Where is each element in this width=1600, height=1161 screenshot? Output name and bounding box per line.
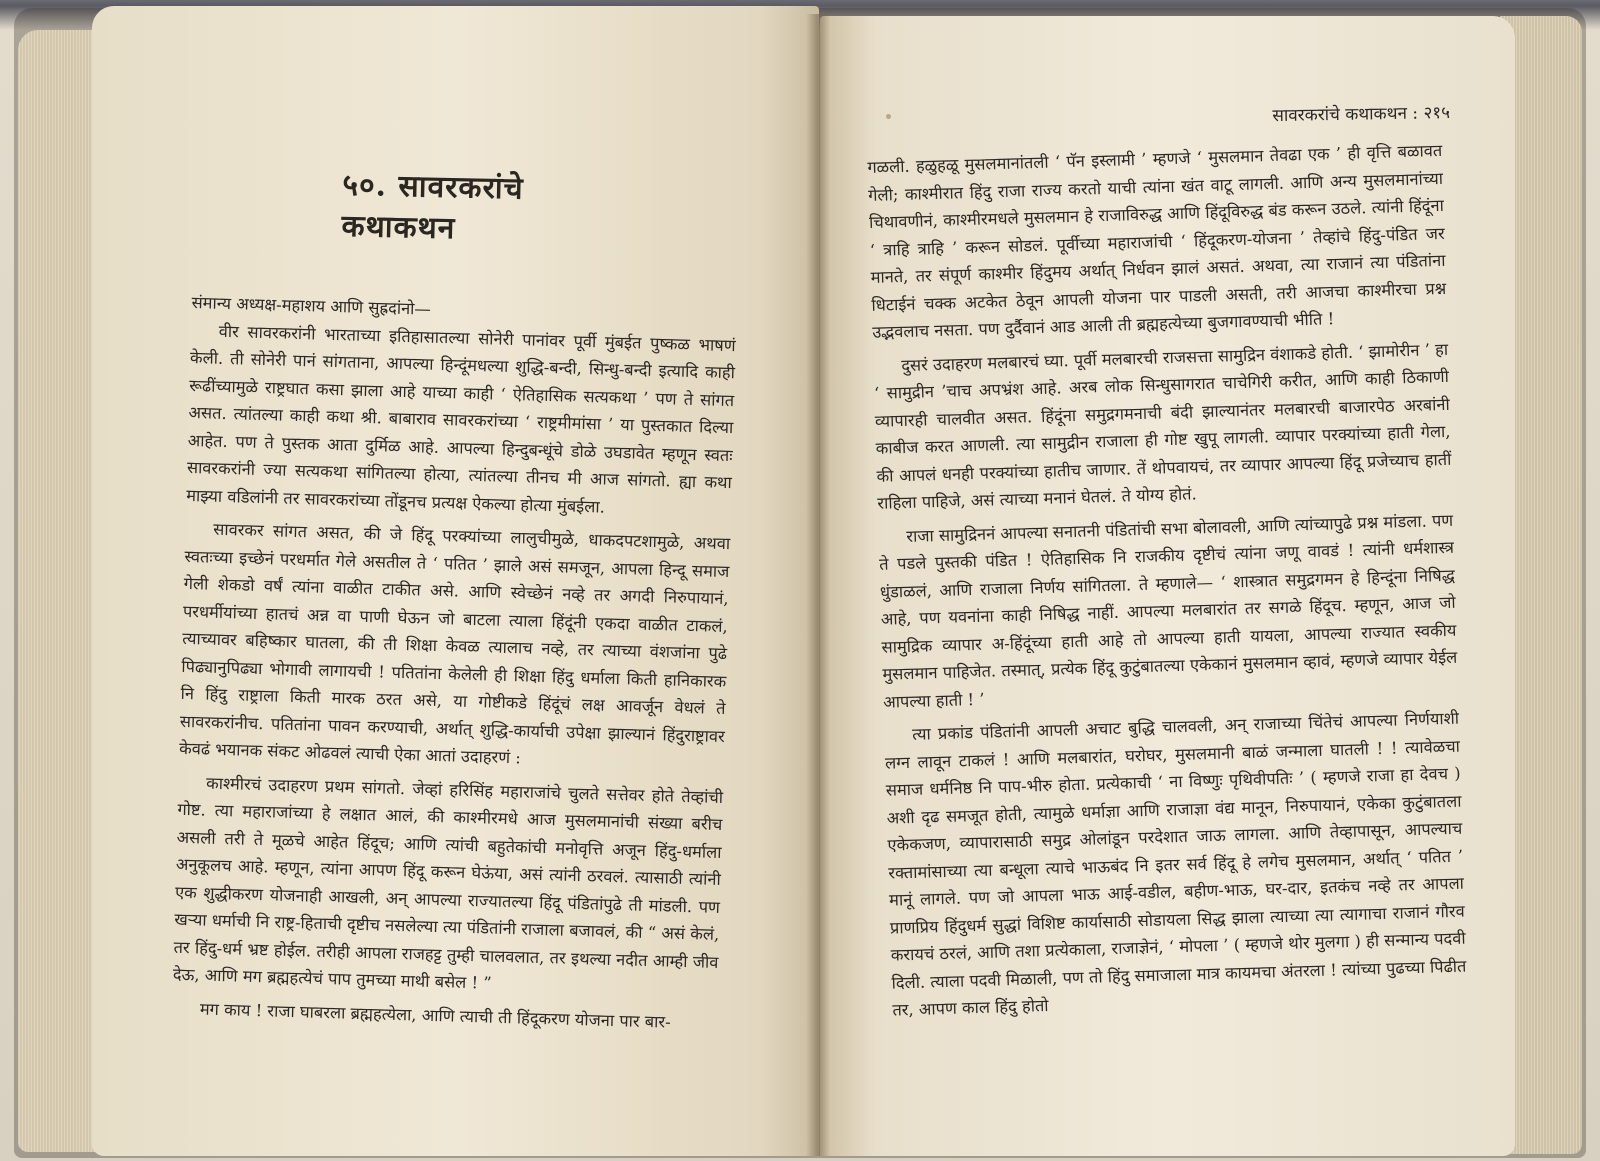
running-header: सावरकरांचे कथाकथन : २१५ [1272,102,1451,127]
book-gutter [806,14,830,1156]
paragraph: त्या प्रकांड पंडितांनी आपली अचाट बुद्धि चालवली, अन् राजाच्या चिंतेचं आपल्या निर्णयाशी लग्न लावून टाकलं ! आणि मलबारांत, घरोघर, मुसलमानी बाळं जन्माला घातली ! ! त्यावेळचा समाज धर्मनिष्ठ नि पाप-भीरु होता. प्रत्येकाची ‘ ना विष्णुः पृथिवीपतिः ’ ( म्हणजे राजा हा देवच ) अशी दृढ समजूत होती, त्यामुळे धर्माज्ञा आणि राजाज्ञा वंद्य मानून, निरुपायानं, एकेका कुटुंबातला एकेकजण, व्यापारासाठी समुद्र ओलांडून परदेशात जाऊ लागला. आणि तेव्हापासून, आपल्याच रक्तामांसाच्या त्या बन्धूला त्याचे भाऊबंद नि इतर सर्व हिंदू हे लगेच मुसलमान, अर्थात् ‘ पतित ’ मानूं लागले. पण जो आपला भाऊ आई-वडील, बहीण-भाऊ, घर-दार, इतकंच नव्हे तर आपला प्राणप्रिय हिंदुधर्म सुद्धां विशिष्ट कार्यासाठी सोडायला सिद्ध झाला त्याच्या त्या त्यागाचा राजानं गौरव करायचं ठरलं, आणि तशा प्रत्येकाला, राजाज्ञेनं, ‘ मोपला ’ ( म्हणजे थोर मुलगा ) ही सन्मान्य पदवी दिली. त्याला पदवी मिळाली, पण तो हिंदु समाजाला मात्र कायमचा अंतरला ! त्यांच्या पुढच्या पिढीत तर, आपण काल हिंदु होतो [884,708,1467,1020]
paragraph: दुसरं उदाहरण मलबारचं घ्या. पूर्वी मलबारची राजसत्ता सामुद्रिन वंशाकडे होती. ‘ झामोरीन ’ हा ‘ सामुद्रीन ’चाच अपभ्रंश आहे. अरब लोक सिन्धुसागरात चाचेगिरी करीत, आणि काही ठिकाणी व्यापारही चालवीत असत. हिंदूंना समुद्रगमनाची बंदी झाल्यानंतर मलबारची बाजारपेठ अरबांनी काबीज करत आणली. त्या सामुद्रीन राजाला ही गोष्ट खुपू लागली. व्यापार परक्यांच्या हाती गेला, की आपलं धनही परक्यांच्या हातीच जाणार. तें थोपवायचं, तर व्यापार आपल्या हिंदू प्रजेच्याच हातीं राहिला पाहिजे, असं त्याच्या मनानं घेतलं. ते योग्य होतं. [873,339,1452,513]
chapter-title: ५०. सावरकरांचे कथाकथन [341,167,524,247]
paragraph: राजा सामुद्रिननं आपल्या सनातनी पंडितांची सभा बोलावली, आणि त्यांच्यापुढे प्रश्न मांडला. पण ते पडले पुस्तकी पंडित ! ऐतिहासिक नि राजकीय दृष्टीचं त्यांना जणू वावडं ! त्यांनी धर्मशास्त्र धुंडाळलं, आणि राजाला निर्णय सांगितला. ते म्हणाले— ‘ शास्त्रात समुद्रगमन हे हिन्दूंना निषिद्ध आहे, पण यवनांना काही निषिद्ध नाहीं. आपल्या मलबारांत तर सगळे हिंदूच. म्हणून, आज जो सामुद्रिक व्यापार अ-हिंदूंच्या हाती आहे तो आपल्या हाती यायला, आपल्या राज्यात स्वकीय मुसलमान पाहिजेत. तस्मात्, प्रत्येक हिंदू कुटुंबातल्या एकेकानं मुसलमान व्हावं, म्हणजे व्यापार येईल आपल्या हाती ! ’ [878,510,1458,712]
paragraph: मग काय ! राजा घाबरला ब्रह्महत्येला, आणि त्याची ती हिंदूकरण योजना पार बार- [199,999,671,1032]
paragraph: सावरकर सांगत असत, की जे हिंदू परक्यांच्या लालुचीमुळे, धाकदपटशामुळे, अथवा स्वतःच्या इच्छेनं परधर्मात गेले असतील ते ‘ पतित ’ झाले असं समजून, आपला हिन्दू समाज गेली शेकडो वर्षं त्यांना वाळीत टाकीत असे. आणि स्वेच्छेनं नव्हे तर अगदी निरुपायानं, परधर्मीयांच्या हातचं अन्न वा पाणी घेऊन जो बाटला त्याला हिंदूंनी एकदा वाळीत टाकलं, त्याच्यावर बहिष्कार घातला, की ती शिक्षा केवळ त्यालाच नव्हे, तर त्याच्या वंशजांना पुढे पिढ्यानुपिढ्या भोगावी लागायची ! पतितांना केलेली ही शिक्षा हिंदु धर्माला किती हानिकारक नि हिंदु राष्ट्राला किती मारक ठरत असे, या गोष्टीकडे हिंदूंचं लक्ष आवर्जून वेधलं ते सावरकरांनीच. पतितांना पावन करण्याची, अर्थात् शुद्धि-कार्याची उपेक्षा झाल्यानं हिंदुराष्ट्रावर केवढं भयानक संकट ओढवलं त्याची ऐका आतां उदाहरणं : [178,519,731,768]
right-page-body [867,137,1468,1024]
paragraph: गळली. हळुहळू मुसलमानांतली ‘ पॅन इस्लामी ’ म्हणजे ‘ मुसलमान तेवढा एक ’ ही वृत्ति बळावत गेली; काश्मीरात हिंदु राजा राज्य करतो याची त्यांना खंत वाटू लागली. आणि अन्य मुसलमानांच्या चिथावणीनं, काश्मीरमधले मुसलमान हे राजाविरुद्ध आणि हिंदूविरुद्ध बंड करून उठले. त्यांनी हिंदूंना ‘ त्राहि त्राहि ’ करून सोडलं. पूर्वीच्या महाराजांची ‘ हिंदूकरण-योजना ’ तेव्हांचे हिंदु-पंडित जर मानते, तर संपूर्ण काश्मीर हिंदुमय अर्थात् निर्धवन झालं असतं. अथवा, त्या राजानं त्या पंडितांना धिटाईनं चक्क अटकेत ठेवून आपली योजना पार पाडली असती, तरी आजचा काश्मीरचा प्रश्न उद्भवलाच नसता. पण दुर्दैवानं आड आली ती ब्रह्महत्येच्या बुजगावण्याची भीति ! [867,140,1447,342]
paper-speck [886,114,891,119]
salutation: संमान्य अध्यक्ष-महाशय आणि सुह्रदांनो— [191,292,432,319]
left-page [92,6,819,1156]
right-page [820,16,1515,1156]
paragraph: काश्मीरचं उदाहरण प्रथम सांगतो. जेव्हां हरिसिंह महाराजांचे चुलते सत्तेवर होते तेव्हांची गोष्ट. त्या महाराजांच्या हे लक्षात आलं, की काश्मीरमधे आज मुसलमानांची संख्या बरीच असली तरी ते मूळचे आहेत हिंदूच; आणि त्यांची बहुतेकांची मनोवृत्ति अजून हिंदु-धर्माला अनुकूलच आहे. म्हणून, त्यांना आपण हिंदू करून घेऊंया, असं त्यांनी ठरवलं. त्यासाठी त्यांनी एक शुद्धीकरण योजनाही आखली, अन् आपल्या राज्यातल्या हिंदू पंडितांपुढे ती मांडली. पण खऱ्या धर्माची नि राष्ट्र-हिताची दृष्टीच नसलेल्या त्या पंडितांनी राजाला बजावलं, की “ असं केलं, तर हिंदु-धर्म भ्रष्ट होईल. तरीही आपला राजहट्ट तुम्ही चालवलात, तर इथल्या नदीत आम्ही जीव देऊ, आणि मग ब्रह्महत्येचं पाप तुमच्या माथी बसेल ! ” [172,773,724,993]
paragraph: वीर सावरकरांनी भारताच्या इतिहासातल्या सोनेरी पानांवर पूर्वी मुंबईत पुष्कळ भाषणं केली. ती सोनेरी पानं सांगताना, आपल्या हिन्दूंमधल्या शुद्धि-बन्दी, सिन्धु-बन्दी इत्यादि काही रूढींच्यामुळे राष्ट्रघात कसा झाला आहे याच्या काही ‘ ऐतिहासिक सत्यकथा ’ पण ते सांगत असत. त्यांतल्या काही कथा श्री. बाबाराव सावरकरांच्या ‘ राष्ट्रमीमांसा ’ या पुस्तकात दिल्या आहेत. पण ते पुस्तक आता दुर्मिळ आहे. आपल्या हिन्दुबन्धूंचे डोळे उघडावेत म्हणून स्वतः सावरकरांनी ज्या सत्यकथा सांगितल्या होत्या, त्यांतल्या तीनच मी आज सांगतो. ह्या कथा माझ्या वडिलांनी तर सावरकरांच्या तोंडूनच प्रत्यक्ष ऐकल्या होत्या मुंबईला. [185,321,736,517]
left-page-body [172,289,737,1037]
